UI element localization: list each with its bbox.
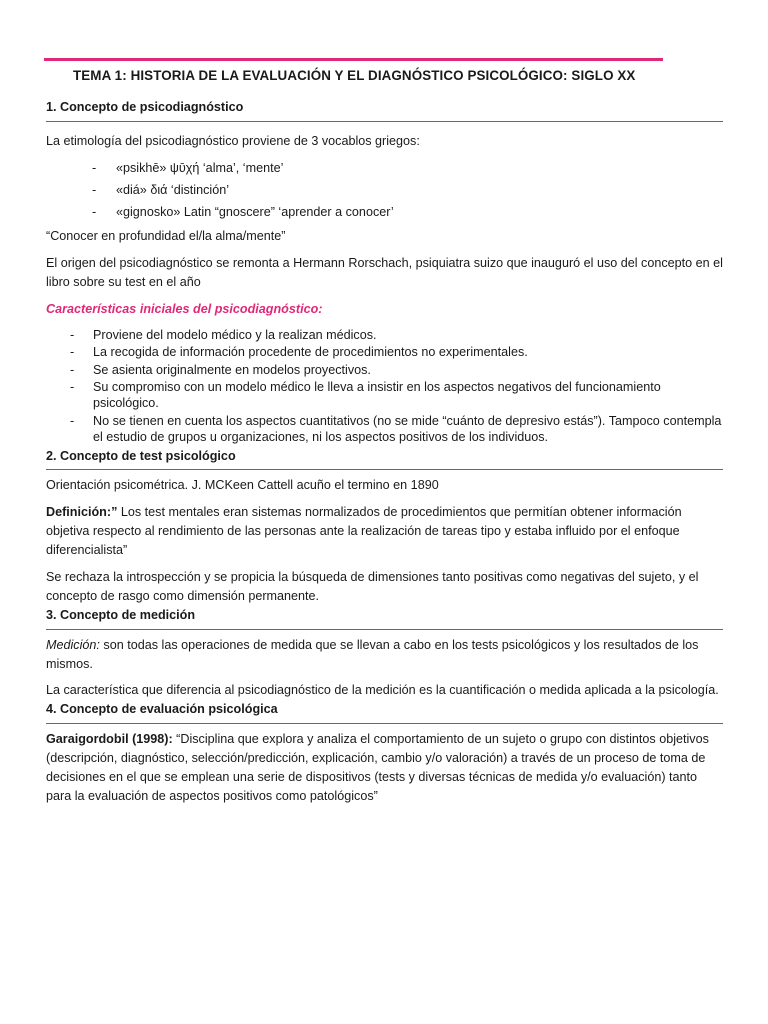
psychometric-paragraph: Orientación psicométrica. J. MCKeen Cattell acuño el termino en 1890 (46, 478, 439, 493)
list-item: - Su compromiso con un modelo médico le lleva a insistir en los aspectos negativos del funcionamiento psicológico. (70, 380, 661, 411)
list-item: - «diá» διά ‘distinción’ (92, 182, 229, 197)
medicion-paragraph: Medición: son todas las operaciones de medida que se llevan a cabo en los tests psicológicos y los resultados de los mismos. (46, 637, 699, 671)
list-item: - No se tienen en cuenta los aspectos cuantitativos (no se mide “cuánto de depresivo estás”). Tampoco contempla el estudio de grupos u organizaciones, ni los aspectos positivos de los individuos. (70, 413, 722, 445)
definition-label: Definición:” (46, 505, 118, 520)
top-accent-rule (44, 58, 663, 61)
garaigordobil-paragraph: Garaigordobil (1998): “Disciplina que explora y analiza el comportamiento de un sujeto o grupo con distintos objetivos (descripción, diagnóstico, selección/predicción, explicación, cambio y/o valoración) a través de un proceso de toma de decisiones en el que se emplean una serie de dispositivos (tests y diversas técnicas de medida y/o evaluación) tanto para la evaluación de aspectos positivos como patológicos” (46, 732, 709, 803)
characteristics-list (46, 327, 723, 446)
section-heading-psicodiagnostico: 1. Concepto de psicodiagnóstico (46, 98, 723, 122)
introspection-paragraph: Se rechaza la introspección y se propicia la búsqueda de dimensiones tanto positivas como negativas del sujeto, y el concepto de rasgo como dimensión permanente. (46, 569, 699, 603)
document-title: TEMA 1: HISTORIA DE LA EVALUACIÓN Y EL DIAGNÓSTICO PSICOLÓGICO: SIGLO XX (73, 68, 636, 83)
citation-label: Garaigordobil (1998): (46, 732, 173, 747)
definition-paragraph: Definición:” Los test mentales eran sistemas normalizados de procedimientos que permitían obtener información objetiva respecto al rendimiento de las personas ante la realización de tareas tipo y estaba influido por el enfoque diferencialista” (46, 505, 682, 558)
difference-paragraph: La característica que diferencia al psicodiagnóstico de la medición es la cuantificación o medida aplicada a la psicología. (46, 683, 719, 698)
list-item: - La recogida de información procedente de procedimientos no experimentales. (70, 345, 528, 360)
section-heading-medicion: 3. Concepto de medición (46, 606, 723, 630)
list-item: - Proviene del modelo médico y la realizan médicos. (70, 328, 377, 343)
quote-paragraph: “Conocer en profundidad el/la alma/mente” (46, 229, 286, 244)
characteristics-subheading: Características iniciales del psicodiagnóstico: (46, 302, 323, 317)
greek-roots-list (46, 159, 723, 222)
list-item: - Se asienta originalmente en modelos proyectivos. (70, 362, 371, 377)
section-heading-test: 2. Concepto de test psicológico (46, 447, 723, 471)
origin-paragraph: El origen del psicodiagnóstico se remonta a Hermann Rorschach, psiquiatra suizo que inauguró el uso del concepto en el libro sobre su test en el año (46, 256, 723, 290)
etymology-intro: La etimología del psicodiagnóstico proviene de 3 vocablos griegos: (46, 133, 420, 148)
document-body (46, 98, 723, 806)
list-item: - «gignosko» Latin “gnoscere” ‘aprender a conocer’ (92, 204, 394, 219)
section-heading-evaluacion: 4. Concepto de evaluación psicológica (46, 700, 723, 724)
list-item: - «psikhē» ψῡχή ‘alma’, ‘mente’ (92, 160, 284, 175)
medicion-label: Medición: (46, 637, 100, 652)
